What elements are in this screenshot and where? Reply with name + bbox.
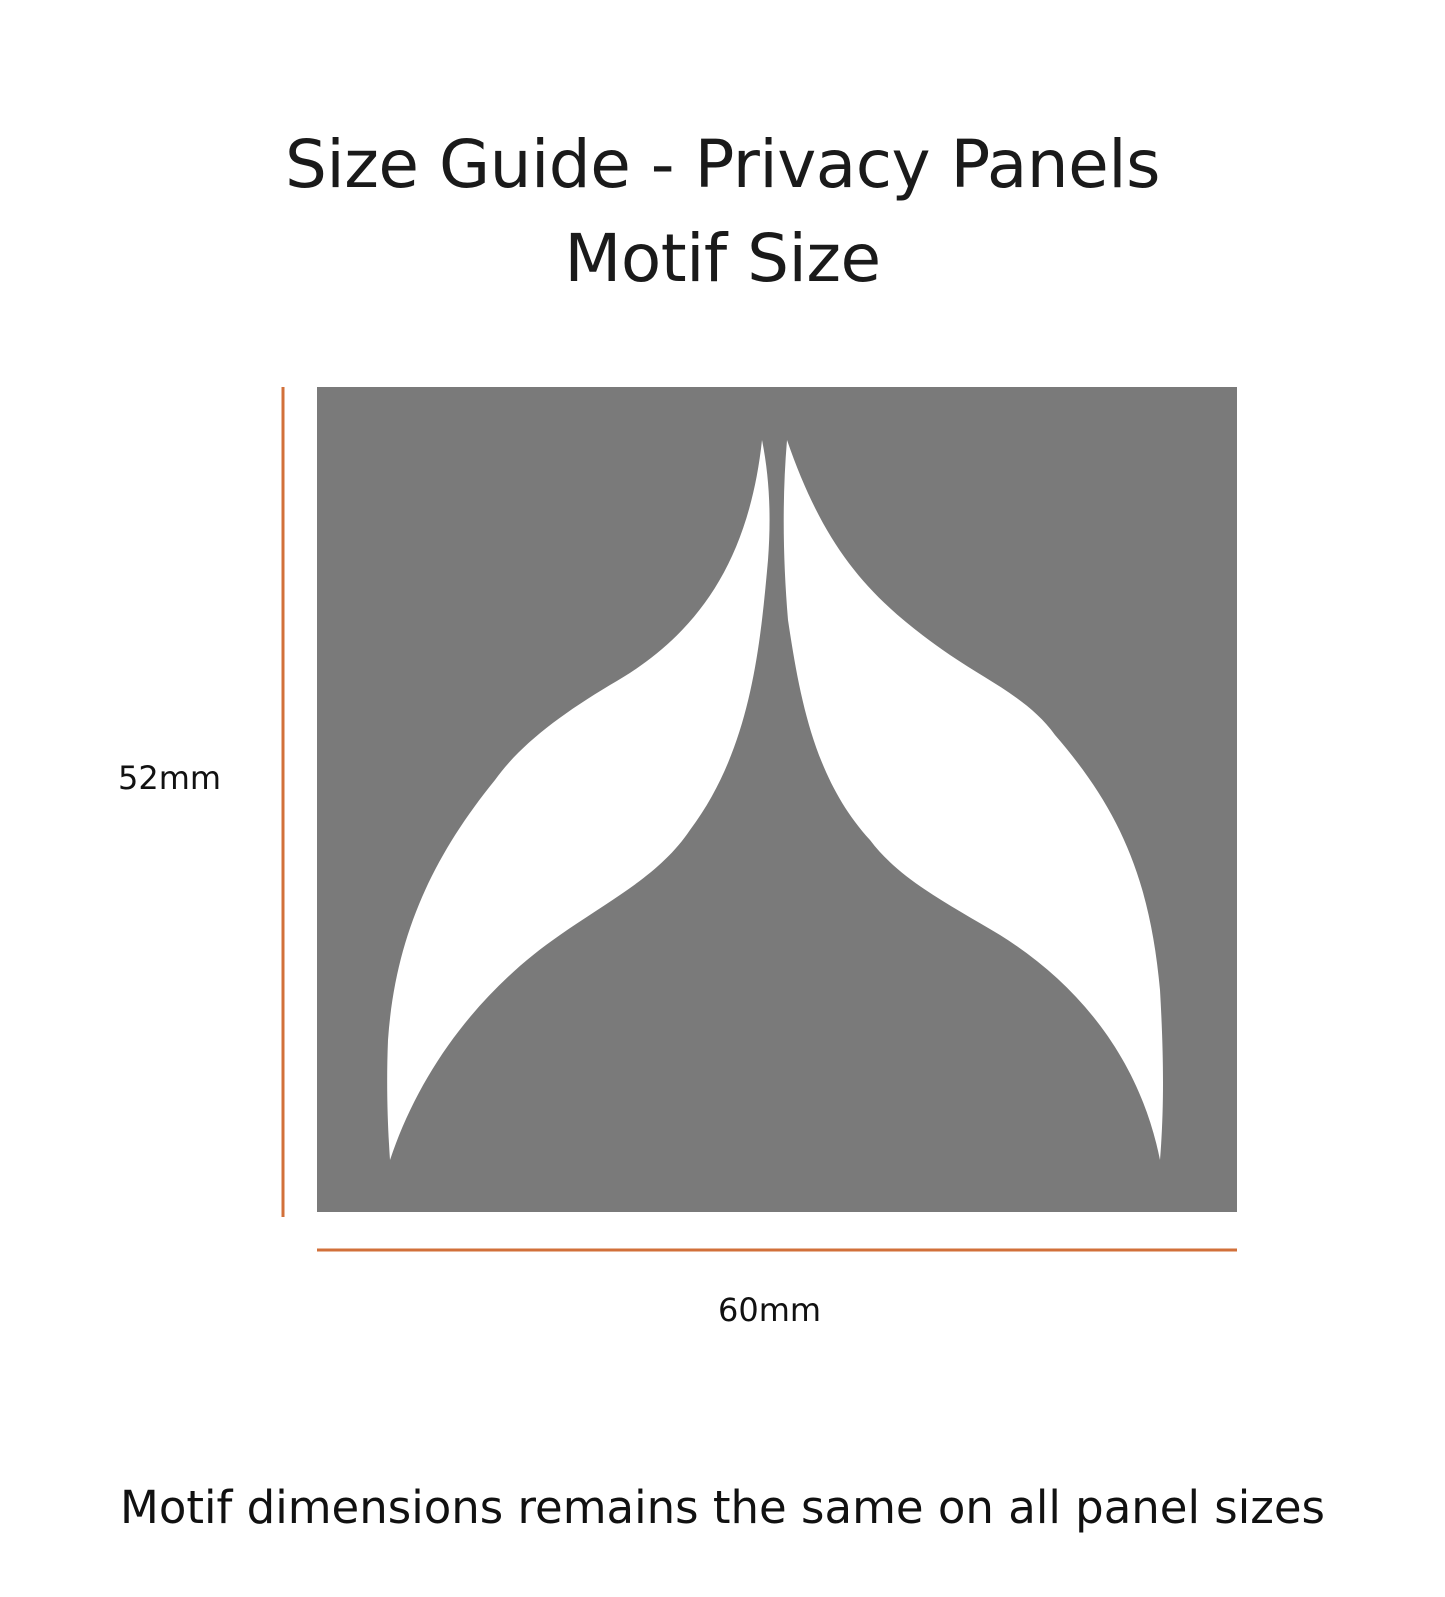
title-line-1: Size Guide - Privacy Panels <box>285 126 1160 203</box>
title-line-2: Motif Size <box>564 220 881 297</box>
height-dimension-label: 52mm <box>118 759 222 797</box>
footnote: Motif dimensions remains the same on all panel sizes <box>120 1481 1325 1534</box>
width-dimension-label: 60mm <box>718 1291 822 1329</box>
